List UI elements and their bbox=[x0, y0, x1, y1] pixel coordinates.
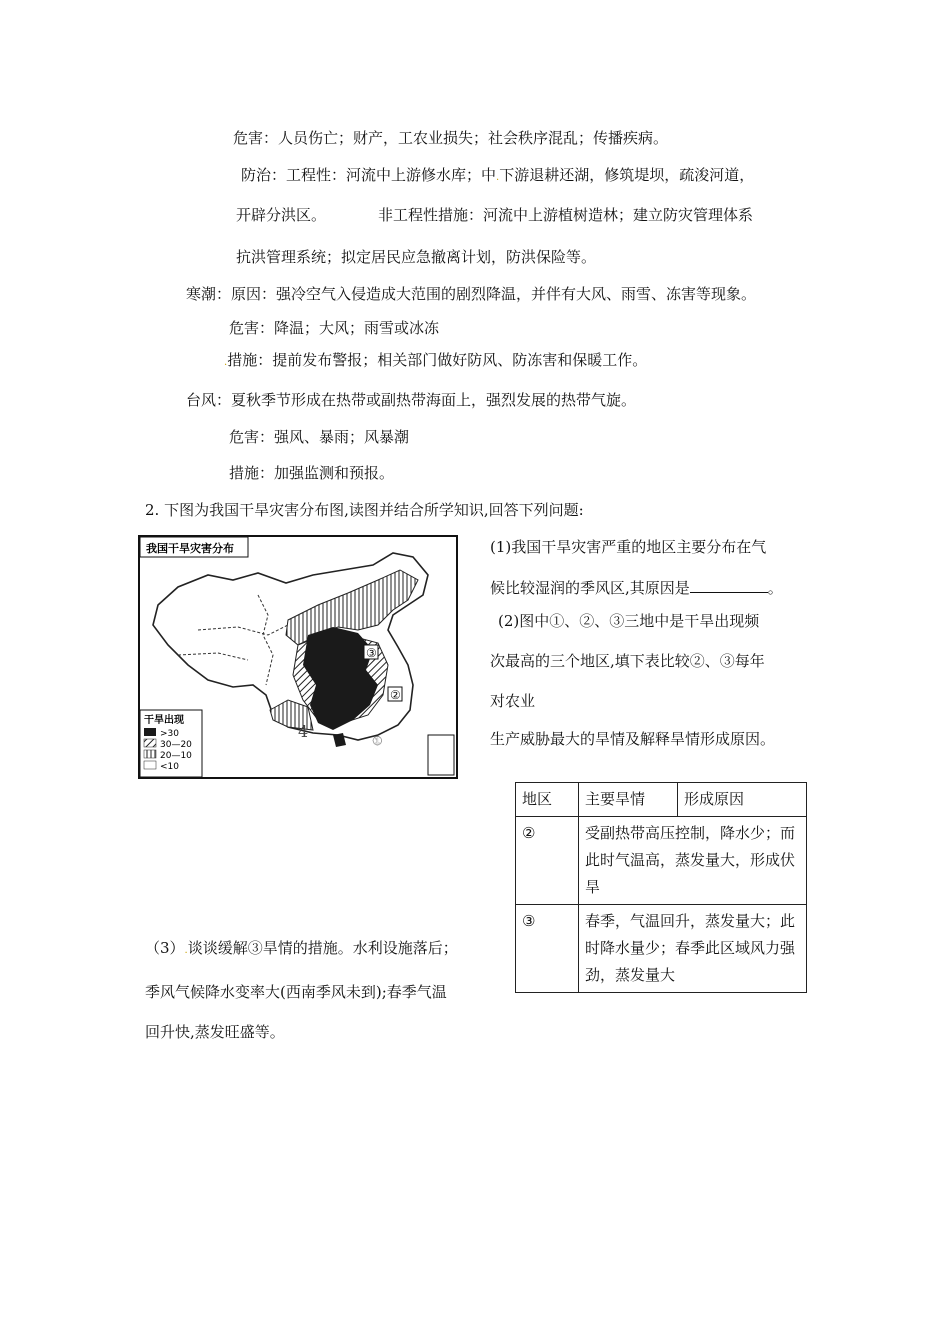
legend-label-1: >30 bbox=[160, 729, 179, 739]
cold-wave-harm: 危害：降温；大风；雨雪或冰冻 bbox=[229, 319, 440, 337]
flood-prevention-1b: 下游退耕还湖，修筑堤坝，疏浚河道， bbox=[499, 166, 755, 184]
question-3-label: （3） bbox=[145, 939, 185, 957]
typhoon-definition: 台风：夏秋季节形成在热带或副热带海面上，强烈发展的热带气旋。 bbox=[186, 391, 637, 409]
legend-title: 干旱出现 bbox=[144, 715, 184, 726]
header-cause: 形成原因 bbox=[678, 783, 807, 817]
question-2-line-3: 对农业 bbox=[490, 692, 536, 710]
map-title: 我国干旱灾害分布 bbox=[146, 542, 234, 555]
table-row bbox=[516, 905, 807, 993]
legend-swatch-20-10 bbox=[144, 750, 156, 758]
legend-label-3: 20—10 bbox=[160, 751, 192, 761]
drought-map bbox=[138, 535, 458, 779]
flood-prevention-line-1 bbox=[241, 165, 754, 188]
row-region: ② bbox=[516, 817, 579, 905]
typhoon-harm: 危害：强风、暴雨；风暴潮 bbox=[229, 428, 410, 446]
header-drought: 主要旱情 bbox=[579, 783, 678, 817]
question-2-intro: 2. 下图为我国干旱灾害分布图,读图并结合所学知识,回答下列问题: bbox=[145, 501, 584, 519]
question-1-text: 候比较湿润的季风区,其原因是 bbox=[490, 579, 690, 597]
flood-harm: 危害：人员伤亡；财产，工农业损失；社会秩序混乱；传播疾病。 bbox=[233, 129, 669, 147]
table-header-row bbox=[516, 783, 807, 817]
question-3-line-2: 季风气候降水变率大(西南季风未到);春季气温 bbox=[145, 983, 447, 1001]
legend-swatch-under-10 bbox=[144, 761, 156, 769]
legend-swatch-30-20 bbox=[144, 739, 156, 747]
flood-prevention-1a: 防治：工程性：河流中上游修水库；中 bbox=[241, 166, 497, 184]
question-3-text: 谈谈缓解③旱情的措施。水利设施落后； bbox=[187, 939, 458, 957]
marker-4: 4 bbox=[298, 722, 309, 741]
legend-label-4: <10 bbox=[160, 762, 179, 772]
flood-prevention-line-2 bbox=[236, 205, 753, 225]
cold-wave-measures-line bbox=[224, 350, 647, 373]
cold-wave-measures: 措施：提前发布警报；相关部门做好防风、防冻害和保暖工作。 bbox=[227, 351, 648, 369]
header-region: 地区 bbox=[516, 783, 579, 817]
question-1-line-2 bbox=[490, 578, 783, 598]
question-2-line-2: 次最高的三个地区,填下表比较②、③每年 bbox=[490, 652, 765, 670]
flood-prevention-2b: 非工程性措施：河流中上游植树造林；建立防灾管理体系 bbox=[378, 206, 754, 224]
question-3-line-1 bbox=[145, 938, 458, 961]
row-region: ③ bbox=[516, 905, 579, 993]
question-3-line-3: 回升快,蒸发旺盛等。 bbox=[145, 1023, 285, 1041]
table-row bbox=[516, 817, 807, 905]
flood-prevention-line-3: 抗洪管理系统；拟定居民应急撤离计划，防洪保险等。 bbox=[236, 248, 597, 266]
dot-mark: . bbox=[184, 945, 188, 956]
marker-2: ② bbox=[390, 688, 401, 702]
row-text: 受副热带高压控制，降水少；而此时气温高，蒸发量大，形成伏旱 bbox=[579, 817, 807, 905]
south-sea-inset bbox=[428, 735, 454, 775]
marker-3: ③ bbox=[366, 646, 377, 660]
typhoon-measures: 措施：加强监测和预报。 bbox=[229, 464, 395, 482]
dot-mark: . bbox=[496, 172, 500, 183]
cold-wave-cause: 寒潮：原因：强冷空气入侵造成大范围的剧烈降温，并伴有大风、雨雪、冻害等现象。 bbox=[186, 285, 757, 303]
legend-swatch-over-30 bbox=[144, 728, 156, 736]
flood-prevention-2a: 开辟分洪区。 bbox=[236, 206, 327, 224]
question-2-line-1: (2)图中①、②、③三地中是干旱出现频 bbox=[498, 612, 760, 630]
question-1-line-1: (1)我国干旱灾害严重的地区主要分布在气 bbox=[490, 538, 767, 556]
question-1-end: 。 bbox=[767, 579, 783, 597]
dot-mark: . bbox=[224, 357, 228, 368]
legend-label-2: 30—20 bbox=[160, 740, 192, 750]
row-text: 春季，气温回升，蒸发量大；此时降水量少；春季此区域风力强劲，蒸发量大 bbox=[579, 905, 807, 993]
question-2-line-4: 生产威胁最大的旱情及解释旱情形成原因。 bbox=[490, 730, 776, 748]
marker-1: ① bbox=[372, 734, 383, 748]
drought-comparison-table bbox=[515, 782, 807, 993]
answer-blank[interactable] bbox=[690, 578, 768, 593]
